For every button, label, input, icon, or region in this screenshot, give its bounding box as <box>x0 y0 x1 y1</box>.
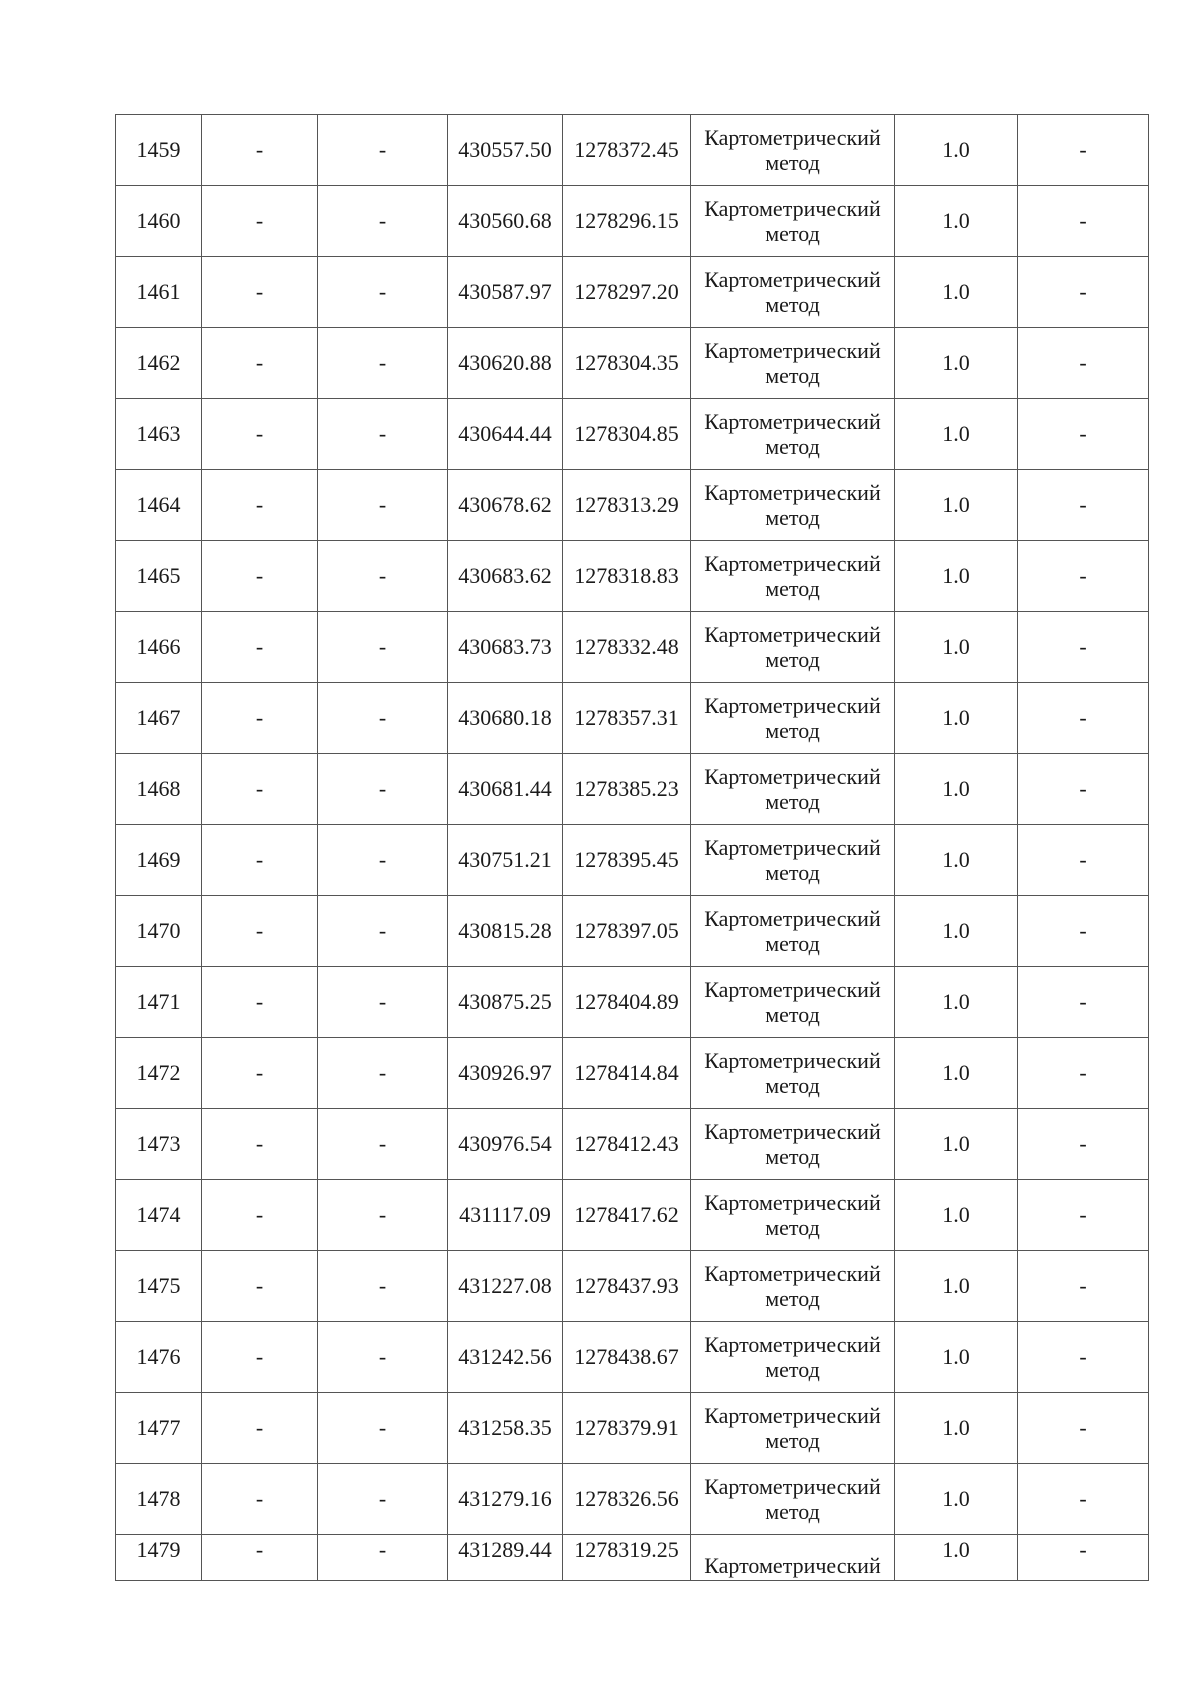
x-coordinate-cell: 430587.97 <box>448 257 563 328</box>
method-cell <box>691 612 895 683</box>
method-text-line: Картометрический <box>704 551 881 576</box>
empty-dash-cell: - <box>318 612 448 683</box>
method-cell <box>691 1535 895 1581</box>
method-text-line: метод <box>765 1428 820 1453</box>
method-text-line: метод <box>765 1002 820 1027</box>
table-row <box>116 1251 1149 1322</box>
table-row <box>116 1464 1149 1535</box>
precision-cell: 1.0 <box>895 1322 1018 1393</box>
method-text-line: Картометрический <box>704 409 881 434</box>
point-number-cell: 1475 <box>116 1251 202 1322</box>
table-row <box>116 257 1149 328</box>
point-number-cell: 1477 <box>116 1393 202 1464</box>
empty-dash-cell: - <box>318 1322 448 1393</box>
precision-cell: 1.0 <box>895 115 1018 186</box>
empty-dash-cell: - <box>1018 1464 1149 1535</box>
y-coordinate-cell: 1278296.15 <box>563 186 691 257</box>
point-number-cell: 1466 <box>116 612 202 683</box>
y-coordinate-cell: 1278404.89 <box>563 967 691 1038</box>
y-coordinate-cell: 1278297.20 <box>563 257 691 328</box>
y-coordinate-cell: 1278397.05 <box>563 896 691 967</box>
y-coordinate-cell: 1278313.29 <box>563 470 691 541</box>
empty-dash-cell: - <box>202 541 318 612</box>
empty-dash-cell: - <box>1018 967 1149 1038</box>
point-number-cell: 1461 <box>116 257 202 328</box>
method-cell <box>691 896 895 967</box>
table-row <box>116 1038 1149 1109</box>
point-number-cell: 1471 <box>116 967 202 1038</box>
point-number-cell: 1479 <box>116 1535 202 1581</box>
precision-cell: 1.0 <box>895 1109 1018 1180</box>
method-text-line: Картометрический <box>704 1474 881 1499</box>
method-text-line: Картометрический <box>704 267 881 292</box>
empty-dash-cell: - <box>318 257 448 328</box>
precision-cell: 1.0 <box>895 186 1018 257</box>
method-text-line: метод <box>765 1286 820 1311</box>
empty-dash-cell: - <box>1018 186 1149 257</box>
method-text-line: Картометрический <box>704 1332 881 1357</box>
precision-cell: 1.0 <box>895 896 1018 967</box>
empty-dash-cell: - <box>202 328 318 399</box>
empty-dash-cell: - <box>318 1393 448 1464</box>
table-row <box>116 470 1149 541</box>
empty-dash-cell: - <box>1018 1251 1149 1322</box>
point-number-cell: 1470 <box>116 896 202 967</box>
table-row <box>116 683 1149 754</box>
table-row <box>116 825 1149 896</box>
method-text-line: метод <box>765 860 820 885</box>
point-number-cell: 1478 <box>116 1464 202 1535</box>
empty-dash-cell: - <box>202 1322 318 1393</box>
empty-dash-cell: - <box>1018 612 1149 683</box>
empty-dash-cell: - <box>202 1393 318 1464</box>
empty-dash-cell: - <box>1018 896 1149 967</box>
table-row <box>116 1393 1149 1464</box>
precision-cell: 1.0 <box>895 328 1018 399</box>
method-text-line: метод <box>765 789 820 814</box>
method-cell <box>691 257 895 328</box>
empty-dash-cell: - <box>202 612 318 683</box>
precision-cell: 1.0 <box>895 257 1018 328</box>
empty-dash-cell: - <box>1018 825 1149 896</box>
empty-dash-cell: - <box>202 754 318 825</box>
empty-dash-cell: - <box>202 470 318 541</box>
precision-cell: 1.0 <box>895 1180 1018 1251</box>
precision-cell: 1.0 <box>895 1464 1018 1535</box>
empty-dash-cell: - <box>202 1251 318 1322</box>
empty-dash-cell: - <box>202 115 318 186</box>
table-row <box>116 612 1149 683</box>
empty-dash-cell: - <box>1018 1322 1149 1393</box>
y-coordinate-cell: 1278318.83 <box>563 541 691 612</box>
empty-dash-cell: - <box>318 1535 448 1581</box>
empty-dash-cell: - <box>318 399 448 470</box>
method-text-line: Картометрический <box>704 1119 881 1144</box>
point-number-cell: 1459 <box>116 115 202 186</box>
empty-dash-cell: - <box>1018 1393 1149 1464</box>
y-coordinate-cell: 1278332.48 <box>563 612 691 683</box>
method-cell <box>691 1251 895 1322</box>
empty-dash-cell: - <box>318 825 448 896</box>
table-row <box>116 754 1149 825</box>
y-coordinate-cell: 1278414.84 <box>563 1038 691 1109</box>
empty-dash-cell: - <box>318 541 448 612</box>
y-coordinate-cell: 1278326.56 <box>563 1464 691 1535</box>
y-coordinate-cell: 1278304.35 <box>563 328 691 399</box>
method-text-line: Картометрический <box>704 1190 881 1215</box>
precision-cell: 1.0 <box>895 1038 1018 1109</box>
x-coordinate-cell: 431117.09 <box>448 1180 563 1251</box>
method-cell <box>691 1322 895 1393</box>
method-cell <box>691 470 895 541</box>
method-text-line: метод <box>765 434 820 459</box>
empty-dash-cell: - <box>318 967 448 1038</box>
y-coordinate-cell: 1278412.43 <box>563 1109 691 1180</box>
empty-dash-cell: - <box>1018 115 1149 186</box>
method-text-line: метод <box>765 1499 820 1524</box>
y-coordinate-cell: 1278437.93 <box>563 1251 691 1322</box>
table-row <box>116 328 1149 399</box>
y-coordinate-cell: 1278417.62 <box>563 1180 691 1251</box>
point-number-cell: 1474 <box>116 1180 202 1251</box>
method-text-line: метод <box>765 505 820 530</box>
precision-cell: 1.0 <box>895 541 1018 612</box>
method-cell <box>691 1038 895 1109</box>
method-text-line: Картометрический <box>704 906 881 931</box>
y-coordinate-cell: 1278372.45 <box>563 115 691 186</box>
method-text-line: метод <box>765 150 820 175</box>
empty-dash-cell: - <box>1018 399 1149 470</box>
x-coordinate-cell: 430875.25 <box>448 967 563 1038</box>
method-cell <box>691 1464 895 1535</box>
empty-dash-cell: - <box>202 1109 318 1180</box>
table-row <box>116 1180 1149 1251</box>
method-text-line: метод <box>765 1144 820 1169</box>
empty-dash-cell: - <box>1018 754 1149 825</box>
x-coordinate-cell: 430678.62 <box>448 470 563 541</box>
method-text-line: Картометрический <box>704 977 881 1002</box>
empty-dash-cell: - <box>202 257 318 328</box>
empty-dash-cell: - <box>318 470 448 541</box>
method-text-line: Картометрический <box>704 125 881 150</box>
method-text-line: Картометрический <box>704 622 881 647</box>
empty-dash-cell: - <box>1018 257 1149 328</box>
method-text-line: Картометрический <box>704 764 881 789</box>
method-text-line: Картометрический <box>704 835 881 860</box>
table-row <box>116 1322 1149 1393</box>
method-text-line: метод <box>765 1357 820 1382</box>
empty-dash-cell: - <box>318 115 448 186</box>
x-coordinate-cell: 430680.18 <box>448 683 563 754</box>
empty-dash-cell: - <box>1018 470 1149 541</box>
empty-dash-cell: - <box>318 683 448 754</box>
method-text-line: Картометрический <box>704 1553 881 1578</box>
x-coordinate-cell: 430926.97 <box>448 1038 563 1109</box>
point-number-cell: 1467 <box>116 683 202 754</box>
y-coordinate-cell: 1278319.25 <box>563 1535 691 1581</box>
method-cell <box>691 399 895 470</box>
x-coordinate-cell: 431279.16 <box>448 1464 563 1535</box>
precision-cell: 1.0 <box>895 967 1018 1038</box>
table-row <box>116 399 1149 470</box>
method-cell <box>691 967 895 1038</box>
method-cell <box>691 1109 895 1180</box>
empty-dash-cell: - <box>318 1180 448 1251</box>
table-body <box>116 115 1149 1581</box>
method-cell <box>691 115 895 186</box>
x-coordinate-cell: 430683.62 <box>448 541 563 612</box>
point-number-cell: 1472 <box>116 1038 202 1109</box>
precision-cell: 1.0 <box>895 612 1018 683</box>
empty-dash-cell: - <box>1018 1038 1149 1109</box>
empty-dash-cell: - <box>202 399 318 470</box>
empty-dash-cell: - <box>202 683 318 754</box>
method-text-line: Картометрический <box>704 1403 881 1428</box>
y-coordinate-cell: 1278357.31 <box>563 683 691 754</box>
empty-dash-cell: - <box>1018 1180 1149 1251</box>
table-row <box>116 186 1149 257</box>
empty-dash-cell: - <box>202 1180 318 1251</box>
method-text-line: Картометрический <box>704 480 881 505</box>
empty-dash-cell: - <box>202 1535 318 1581</box>
empty-dash-cell: - <box>318 1464 448 1535</box>
precision-cell: 1.0 <box>895 399 1018 470</box>
method-cell <box>691 683 895 754</box>
x-coordinate-cell: 430815.28 <box>448 896 563 967</box>
table-row <box>116 1109 1149 1180</box>
empty-dash-cell: - <box>202 896 318 967</box>
precision-cell: 1.0 <box>895 1535 1018 1581</box>
x-coordinate-cell: 430681.44 <box>448 754 563 825</box>
x-coordinate-cell: 430620.88 <box>448 328 563 399</box>
point-number-cell: 1460 <box>116 186 202 257</box>
method-cell <box>691 1180 895 1251</box>
table-row <box>116 541 1149 612</box>
x-coordinate-cell: 430560.68 <box>448 186 563 257</box>
method-text-line: Картометрический <box>704 196 881 221</box>
method-text-line: метод <box>765 363 820 388</box>
empty-dash-cell: - <box>1018 541 1149 612</box>
method-cell <box>691 825 895 896</box>
x-coordinate-cell: 430557.50 <box>448 115 563 186</box>
method-cell <box>691 541 895 612</box>
precision-cell: 1.0 <box>895 470 1018 541</box>
point-number-cell: 1463 <box>116 399 202 470</box>
empty-dash-cell: - <box>1018 1109 1149 1180</box>
method-text-line: метод <box>765 1073 820 1098</box>
method-text-line: Картометрический <box>704 693 881 718</box>
empty-dash-cell: - <box>202 1464 318 1535</box>
coordinates-table <box>115 114 1149 1581</box>
method-cell <box>691 328 895 399</box>
x-coordinate-cell: 430751.21 <box>448 825 563 896</box>
precision-cell: 1.0 <box>895 1393 1018 1464</box>
empty-dash-cell: - <box>202 825 318 896</box>
method-text-line: метод <box>765 576 820 601</box>
x-coordinate-cell: 431227.08 <box>448 1251 563 1322</box>
method-text-line: метод <box>765 1215 820 1240</box>
method-text-line: Картометрический <box>704 1261 881 1286</box>
empty-dash-cell: - <box>202 1038 318 1109</box>
y-coordinate-cell: 1278438.67 <box>563 1322 691 1393</box>
method-text-line: метод <box>765 647 820 672</box>
table-row <box>116 896 1149 967</box>
empty-dash-cell: - <box>318 1109 448 1180</box>
point-number-cell: 1469 <box>116 825 202 896</box>
method-cell <box>691 186 895 257</box>
precision-cell: 1.0 <box>895 1251 1018 1322</box>
empty-dash-cell: - <box>202 186 318 257</box>
empty-dash-cell: - <box>202 967 318 1038</box>
method-text-line: метод <box>765 718 820 743</box>
point-number-cell: 1464 <box>116 470 202 541</box>
point-number-cell: 1476 <box>116 1322 202 1393</box>
precision-cell: 1.0 <box>895 754 1018 825</box>
empty-dash-cell: - <box>318 1038 448 1109</box>
method-text-line: Картометрический <box>704 338 881 363</box>
point-number-cell: 1468 <box>116 754 202 825</box>
point-number-cell: 1462 <box>116 328 202 399</box>
method-cell <box>691 754 895 825</box>
empty-dash-cell: - <box>318 328 448 399</box>
table-row <box>116 967 1149 1038</box>
empty-dash-cell: - <box>1018 1535 1149 1581</box>
x-coordinate-cell: 430644.44 <box>448 399 563 470</box>
empty-dash-cell: - <box>1018 328 1149 399</box>
method-text-line: метод <box>765 931 820 956</box>
precision-cell: 1.0 <box>895 825 1018 896</box>
x-coordinate-cell: 431258.35 <box>448 1393 563 1464</box>
x-coordinate-cell: 431242.56 <box>448 1322 563 1393</box>
empty-dash-cell: - <box>318 186 448 257</box>
method-text-line: метод <box>765 292 820 317</box>
precision-cell: 1.0 <box>895 683 1018 754</box>
point-number-cell: 1465 <box>116 541 202 612</box>
empty-dash-cell: - <box>318 1251 448 1322</box>
point-number-cell: 1473 <box>116 1109 202 1180</box>
method-cell <box>691 1393 895 1464</box>
table-row <box>116 1535 1149 1581</box>
y-coordinate-cell: 1278395.45 <box>563 825 691 896</box>
method-text-line: метод <box>765 221 820 246</box>
x-coordinate-cell: 430976.54 <box>448 1109 563 1180</box>
empty-dash-cell: - <box>318 754 448 825</box>
y-coordinate-cell: 1278379.91 <box>563 1393 691 1464</box>
empty-dash-cell: - <box>318 896 448 967</box>
empty-dash-cell: - <box>1018 683 1149 754</box>
x-coordinate-cell: 430683.73 <box>448 612 563 683</box>
y-coordinate-cell: 1278385.23 <box>563 754 691 825</box>
method-text-line: Картометрический <box>704 1048 881 1073</box>
table-row <box>116 115 1149 186</box>
y-coordinate-cell: 1278304.85 <box>563 399 691 470</box>
x-coordinate-cell: 431289.44 <box>448 1535 563 1581</box>
